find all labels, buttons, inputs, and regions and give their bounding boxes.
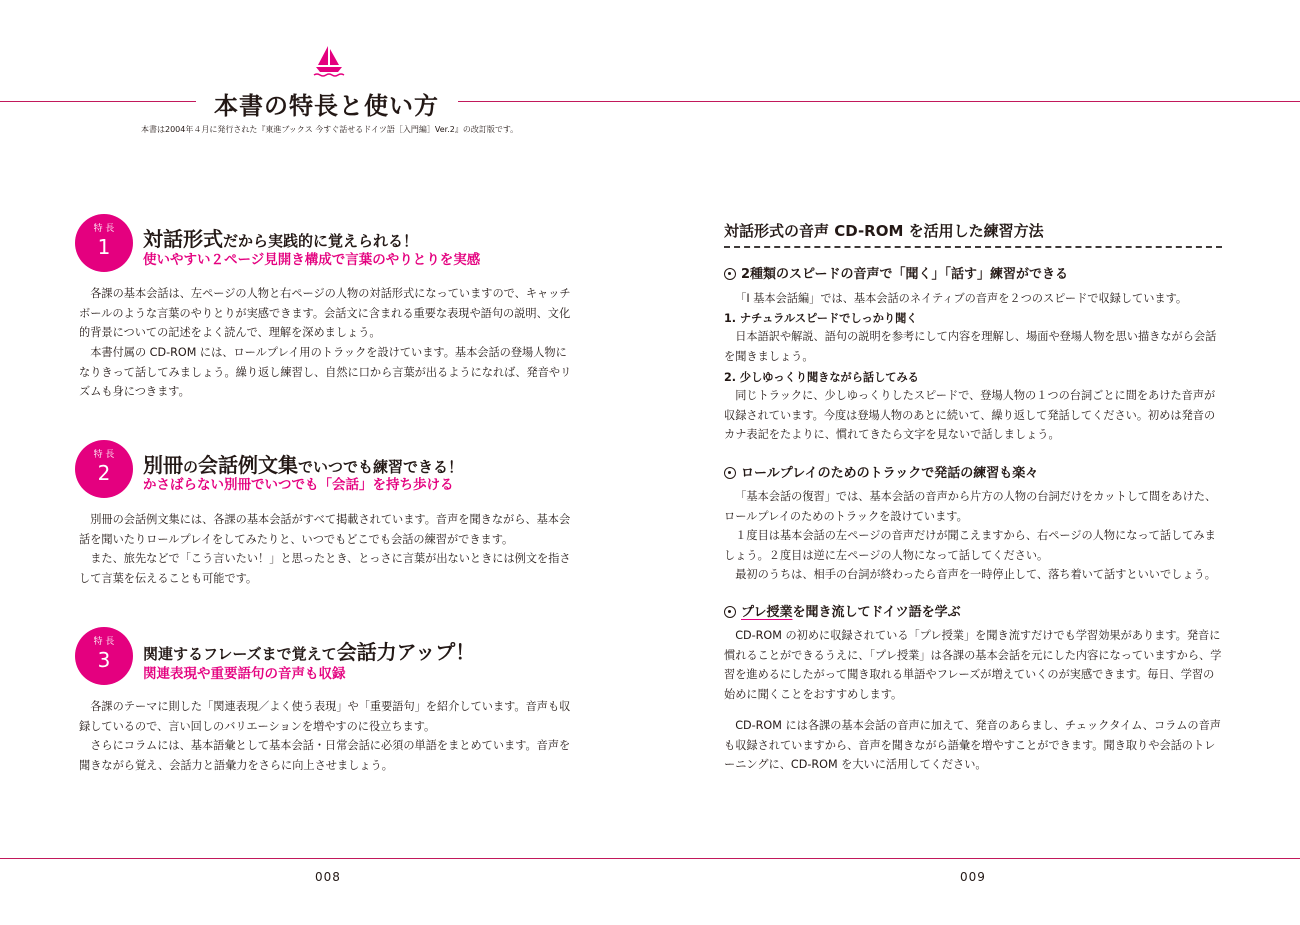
feature-3-paragraph-2: さらにコラムには、基本語彙として基本会話・日常会話に必須の単語をまとめています。音声を聞きながら覚え、会話力と語彙力をさらに向上させましょう。 bbox=[79, 739, 571, 772]
header-rule-right bbox=[458, 101, 1300, 102]
feature-subtitle-1: 使いやすい２ページ見開き構成で言葉のやりとりを実感 bbox=[143, 252, 481, 268]
feature-badge-1 bbox=[75, 214, 133, 272]
block-2-paragraph-1: 「基本会話の復習」では、基本会話の音声から片方の人物の台詞だけをカットして間をあけた、ロールプレイのためのトラックを設けています。 bbox=[724, 490, 1217, 523]
feature-2-paragraph-2: また、旅先などで「こう言いたい！」と思ったとき、とっさに言葉が出ないときには例文を指さして言葉を伝えることも可能です。 bbox=[79, 552, 571, 585]
block-1-item-1-text: 日本語訳や解説、語句の説明を参考にして内容を理解し、場面や登場人物を思い描きながら会話を聞きましょう。 bbox=[724, 330, 1217, 363]
sailboat-icon bbox=[312, 44, 346, 78]
feature-2-paragraph-1: 別冊の会話例文集には、各課の基本会話がすべて掲載されています。音声を聞きながら、基本会話を聞いたりロールプレイをしてみたりと、いつでもどこでも会話の練習ができます。 bbox=[79, 513, 571, 546]
feature-1-paragraph-1: 各課の基本会話は、左ページの人物と右ページの人物の対話形式になっていますので、キャッチボールのような言葉のやりとりが実感できます。会話文に含まれる重要な表現や語句の説明、文化的背景についての記述をよく読んで、理解を深めましょう。 bbox=[79, 287, 571, 340]
badge-label: 特 長 bbox=[93, 637, 115, 647]
block-3-paragraph-1: CD-ROM の初めに収録されている「プレ授業」を聞き流すだけでも学習効果があります。発音に慣れることができるうえに、「プレ授業」は各課の基本会話を元にした内容になっていますから、学習を進めるにしたがって聞き取れる単語やフレーズが増えていくのが実感できます。毎日、学習の始めに聞くことをおすすめします。 bbox=[724, 629, 1222, 701]
block-3-heading: プレ授業を聞き流してドイツ語を学ぶ bbox=[724, 601, 961, 620]
feature-title-2: 別冊の会話例文集でいつでも練習できる！ bbox=[143, 453, 464, 477]
feature-badge-2 bbox=[75, 440, 133, 498]
badge-label: 特 長 bbox=[93, 224, 115, 234]
section-title: 対話形式の音声 CD-ROM を活用した練習方法 bbox=[724, 220, 1222, 248]
page-number-right: 009 bbox=[960, 870, 986, 884]
block-2-paragraph-2: １度目は基本会話の左ページの音声だけが聞こえますから、右ページの人物になって話してみましょう。２度目は逆に左ページの人物になって話してください。 bbox=[724, 529, 1216, 562]
footer-rule bbox=[0, 858, 1300, 859]
block-2-heading: ロールプレイのためのトラックで発話の練習も楽々 bbox=[724, 462, 1038, 481]
feature-title-3: 関連するフレーズまで覚えて会話力アップ！ bbox=[143, 640, 476, 664]
edition-note: 本書は2004年４月に発行された『東進ブックス 今すぐ話せるドイツ語［入門編］Ver.2』の改訂版です。 bbox=[141, 125, 519, 134]
disc-icon bbox=[724, 268, 736, 280]
feature-1-paragraph-2: 本書付属の CD-ROM には、ロールプレイ用のトラックを設けています。基本会話の登場人物になりきって話してみましょう。繰り返し練習し、自然に口から言葉が出るようになれば、発音やリズムも身につきます。 bbox=[79, 346, 572, 399]
disc-icon bbox=[724, 606, 736, 618]
disc-icon bbox=[724, 467, 736, 479]
feature-title-1: 対話形式だから実践的に覚えられる！ bbox=[143, 227, 419, 251]
block-1-item-1-title: 1. ナチュラルスピードでしっかり聞く bbox=[724, 312, 918, 325]
badge-number: 1 bbox=[97, 235, 111, 259]
block-1-item-2-text: 同じトラックに、少しゆっくりしたスピードで、登場人物の１つの台詞ごとに間をあけた音声が収録されています。今度は登場人物のあとに続いて、繰り返して発話してください。初めは発音のカナ表記をたよりに、慣れてきたら文字を見ないで話しましょう。 bbox=[724, 389, 1216, 442]
block-1-intro: 「Ⅰ 基本会話編」では、基本会話のネイティブの音声を２つのスピードで収録しています。 bbox=[735, 292, 1188, 305]
feature-badge-3 bbox=[75, 627, 133, 685]
badge-number: 2 bbox=[97, 461, 111, 485]
badge-label: 特 長 bbox=[93, 450, 115, 460]
feature-subtitle-2: かさばらない別冊でいつでも「会話」を持ち歩ける bbox=[143, 477, 454, 493]
header-rule-left bbox=[0, 101, 196, 102]
block-1-item-2-title: 2. 少しゆっくり聞きながら話してみる bbox=[724, 371, 919, 384]
page-title: 本書の特長と使い方 bbox=[214, 92, 439, 120]
block-2-paragraph-3: 最初のうちは、相手の台詞が終わったら音声を一時停止して、落ち着いて話すといいでしょう。 bbox=[735, 568, 1216, 581]
page-number-left: 008 bbox=[315, 870, 341, 884]
feature-3-paragraph-1: 各課のテーマに則した「関連表現／よく使う表現」や「重要語句」を紹介しています。音声も収録しているので、言い回しのバリエーションを増やすのに役立ちます。 bbox=[79, 700, 571, 733]
block-1-heading: 2種類のスピードの音声で「聞く」「話す」練習ができる bbox=[724, 263, 1068, 282]
feature-subtitle-3: 関連表現や重要語句の音声も収録 bbox=[143, 666, 346, 682]
block-3-paragraph-2: CD-ROM には各課の基本会話の音声に加えて、発音のあらまし、チェックタイム、コラムの音声も収録されていますから、音声を聞きながら語彙を増やすことができます。聞き取りや会話のトレーニングに、CD-ROM を大いに活用してください。 bbox=[724, 719, 1221, 772]
badge-number: 3 bbox=[97, 648, 111, 672]
